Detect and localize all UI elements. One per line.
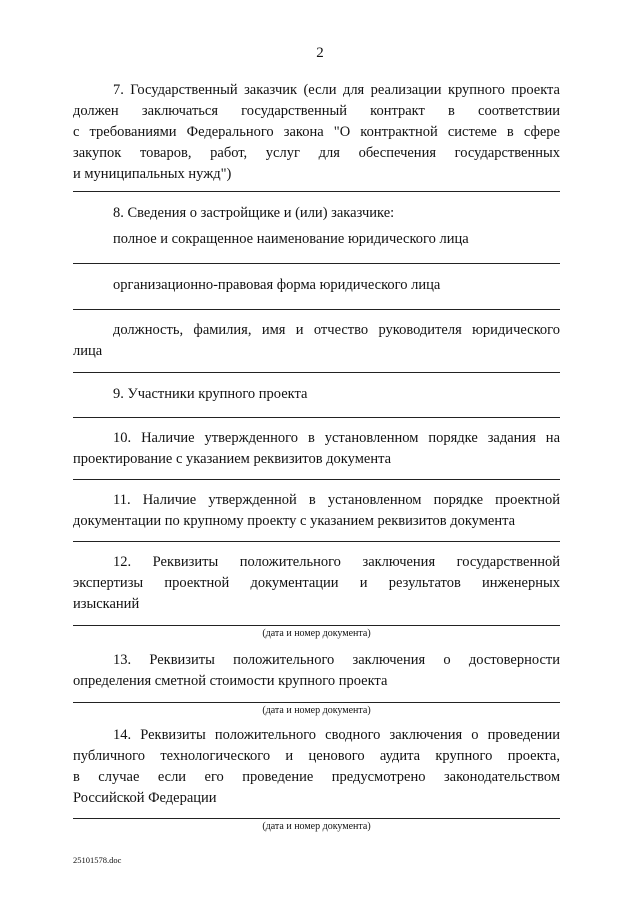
item11-line-2: документации по крупному проекту с указанием реквизитов документа: [73, 513, 516, 529]
item7-line-2: должен заключаться государственный контракт в соответствии: [73, 103, 560, 119]
item8-head-fill-line: [73, 372, 560, 373]
item8-head-line-1: должность, фамилия, имя и отчество руководителя юридического: [113, 322, 560, 338]
item7-line-1: 7. Государственный заказчик (если для реализации крупного проекта: [113, 82, 560, 98]
item7-line-5: и муниципальных нужд"): [73, 166, 232, 182]
file-name-footer: 25101578.doc: [73, 855, 122, 865]
item8-head-line-2: лица: [73, 343, 103, 359]
item12-fill-line: [73, 625, 560, 626]
item7-line-3: с требованиями Федерального закона "О контрактной системе в сфере: [73, 124, 560, 140]
item14-line-3: в случае если его проведение предусмотрено законодательством: [73, 769, 560, 785]
item14-line-2: публичного технологического и ценового аудита крупного проекта,: [73, 748, 560, 764]
item13-fill-line: [73, 702, 560, 703]
item11-fill-line: [73, 541, 560, 542]
item13-line-2: определения сметной стоимости крупного проекта: [73, 673, 388, 689]
page-number: 2: [316, 45, 324, 61]
item12-line-3: изысканий: [73, 596, 140, 612]
item8-full-name-label: полное и сокращенное наименование юридического лица: [113, 231, 469, 247]
item9-fill-line: [73, 417, 560, 418]
item12-caption: (дата и номер документа): [262, 628, 371, 639]
item10-fill-line: [73, 479, 560, 480]
item8-heading: 8. Сведения о застройщике и (или) заказчике:: [113, 205, 395, 221]
item14-line-4: Российской Федерации: [73, 790, 217, 806]
item14-line-1: 14. Реквизиты положительного сводного заключения о проведении: [113, 727, 560, 743]
item13-caption: (дата и номер документа): [262, 705, 371, 716]
item7-fill-line: [73, 191, 560, 192]
item13-line-1: 13. Реквизиты положительного заключения о достоверности: [113, 652, 560, 668]
item14-caption: (дата и номер документа): [262, 821, 371, 832]
item12-line-2: экспертизы проектной документации и результатов инженерных: [73, 575, 560, 591]
item10-line-1: 10. Наличие утвержденного в установленном порядке задания на: [113, 430, 560, 446]
item9-text: 9. Участники крупного проекта: [113, 386, 308, 402]
item11-line-1: 11. Наличие утвержденной в установленном порядке проектной: [113, 492, 560, 508]
item8-full-name-fill-line: [73, 263, 560, 264]
item7-line-4: закупок товаров, работ, услуг для обеспечения государственных: [73, 145, 560, 161]
item8-legal-form-label: организационно-правовая форма юридического лица: [113, 277, 441, 293]
item10-line-2: проектирование с указанием реквизитов документа: [73, 451, 392, 467]
item8-legal-form-fill-line: [73, 309, 560, 310]
item12-line-1: 12. Реквизиты положительного заключения государственной: [113, 554, 560, 570]
item14-fill-line: [73, 818, 560, 819]
